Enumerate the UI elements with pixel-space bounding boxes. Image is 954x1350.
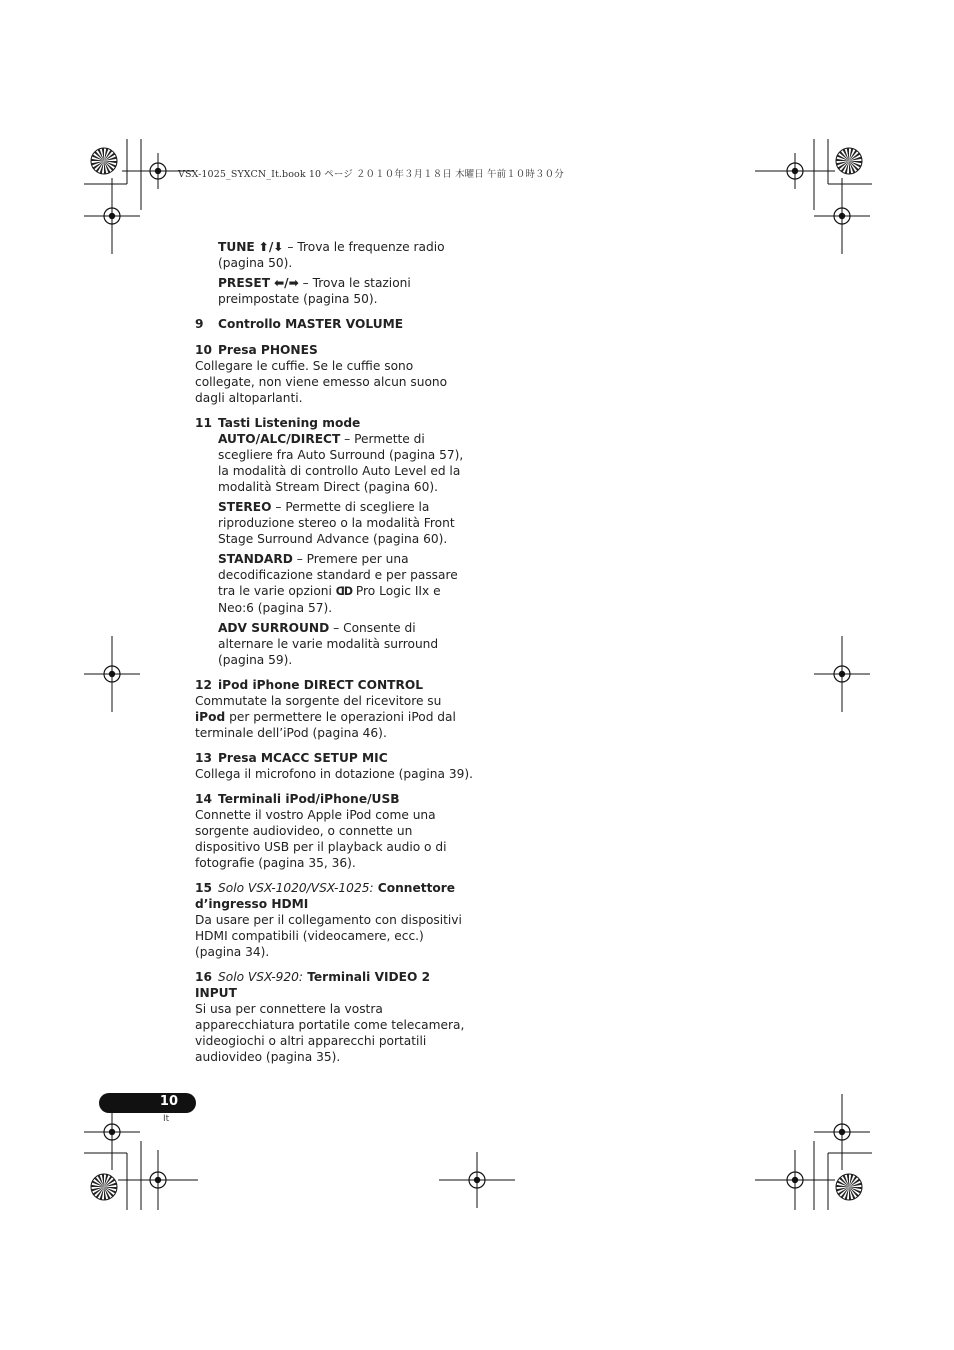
item-10-title: Presa PHONES (218, 343, 318, 357)
registration-dot (839, 671, 845, 677)
item-14-body: Connette il vostro Apple iPod come una sorgente audiovideo, o connette un dispositivo USB per il playback audio o di fotografie (pagina 35, 36). (195, 808, 447, 870)
item-13-body: Collega il microfono in dotazione (pagina 39). (195, 767, 473, 781)
language-code: It (163, 1114, 170, 1124)
standard-desc: – Premere per una decodificazione standard e per passare tra le varie opzioni (218, 552, 458, 598)
item-16-title: Terminali VIDEO 2 INPUT (195, 970, 431, 1000)
registration-dot (839, 1129, 845, 1135)
item-16-body: Si usa per connettere la vostra apparecchiatura portatile come telecamera, videogiochi o altri apparecchi portatili audiovideo (pagina 35). (195, 1002, 465, 1064)
item-16-heading (195, 969, 473, 1001)
item-12-body-b: per permettere le operazioni iPod dal terminale dell’iPod (pagina 46). (195, 710, 456, 740)
registration-dot (792, 1177, 798, 1183)
item-10-heading (195, 342, 473, 358)
item-11-title: Tasti Listening mode (218, 416, 361, 430)
item-11-number: 11 (195, 416, 212, 430)
item-16-note: Solo VSX-920: (218, 970, 303, 984)
item-15-title: Connettore d’ingresso HDMI (195, 881, 456, 911)
item-12-body-a: Commutate la sorgente del ricevitore su (195, 694, 442, 708)
auto-alc-direct-desc: – Permette di scegliere fra Auto Surround (pagina 57), la modalità di controllo Auto Level ed la modalità Stream Direct (pagina 60). (218, 432, 464, 494)
standard-desc-2: Pro Logic IIx e Neo:6 (pagina 57). (218, 584, 441, 615)
adv-surround-label: ADV SURROUND (218, 621, 330, 635)
page-number: 10 (159, 1094, 178, 1109)
text-column (195, 239, 473, 1065)
preset-desc: – Trova le stazioni preimpostate (pagina 50). (218, 276, 411, 306)
print-header: VSX-1025_SYXCN_It.book 10 ページ ２０１０年３月１８日 木曜日 午前１０時３０分 (178, 169, 564, 180)
adv-surround-desc: – Consente di alternare le varie modalità surround (pagina 59). (218, 621, 439, 667)
dolby-icon: ᗡᗞ (335, 585, 353, 598)
item-15-body: Da usare per il collegamento con dispositivi HDMI compatibili (videocamere, ecc.) (pagina 34). (195, 913, 462, 959)
item-16-number: 16 (195, 970, 212, 984)
preset-entry (218, 275, 473, 307)
item-9-title: Controllo MASTER VOLUME (218, 317, 404, 331)
registration-dot (792, 168, 798, 174)
item-15-note: Solo VSX-1020/VSX-1025: (218, 881, 374, 895)
registration-dot (109, 671, 115, 677)
item-11-heading (195, 415, 473, 431)
item-15-heading (195, 880, 473, 912)
tune-arrows-icon: ⬆/⬇ (258, 240, 284, 254)
adv-surround-entry (218, 620, 473, 668)
standard-entry (218, 551, 473, 616)
registration-dot (155, 168, 161, 174)
standard-label: STANDARD (218, 552, 293, 566)
tune-label: TUNE (218, 240, 255, 254)
item-13-number: 13 (195, 751, 212, 765)
stereo-desc: – Permette di scegliere la riproduzione stereo o la modalità Front Stage Surround Advance (pagina 60). (218, 500, 455, 546)
item-12-number: 12 (195, 678, 212, 692)
item-13-heading (195, 750, 473, 766)
tune-entry (218, 239, 473, 271)
item-13-title: Presa MCACC SETUP MIC (218, 751, 388, 765)
registration-dot (109, 213, 115, 219)
preset-arrows-icon: ⬅/➡ (273, 276, 299, 290)
preset-label: PRESET (218, 276, 271, 290)
item-10-body: Collegare le cuffie. Se le cuffie sono collegate, non viene emesso alcun suono dagli altoparlanti. (195, 359, 448, 405)
auto-alc-direct-entry (218, 431, 473, 495)
registration-dot (474, 1177, 480, 1183)
item-12-body-bold: iPod (195, 710, 226, 724)
item-9-number: 9 (195, 317, 204, 331)
item-14-title: Terminali iPod/iPhone/USB (218, 792, 400, 806)
page-number-badge (99, 1093, 196, 1113)
item-14-number: 14 (195, 792, 212, 806)
item-14-heading (195, 791, 473, 807)
item-12-heading (195, 677, 473, 693)
stereo-entry (218, 499, 473, 547)
registration-dot (839, 213, 845, 219)
registration-dot (109, 1129, 115, 1135)
stereo-label: STEREO (218, 500, 272, 514)
auto-alc-direct-label: AUTO/ALC/DIRECT (218, 432, 341, 446)
item-10-number: 10 (195, 343, 212, 357)
item-12-body (195, 693, 473, 741)
tune-desc: – Trova le frequenze radio (pagina 50). (218, 240, 445, 270)
item-15-number: 15 (195, 881, 212, 895)
item-12-title: iPod iPhone DIRECT CONTROL (218, 678, 423, 692)
item-9-heading (195, 316, 473, 332)
registration-dot (155, 1177, 161, 1183)
